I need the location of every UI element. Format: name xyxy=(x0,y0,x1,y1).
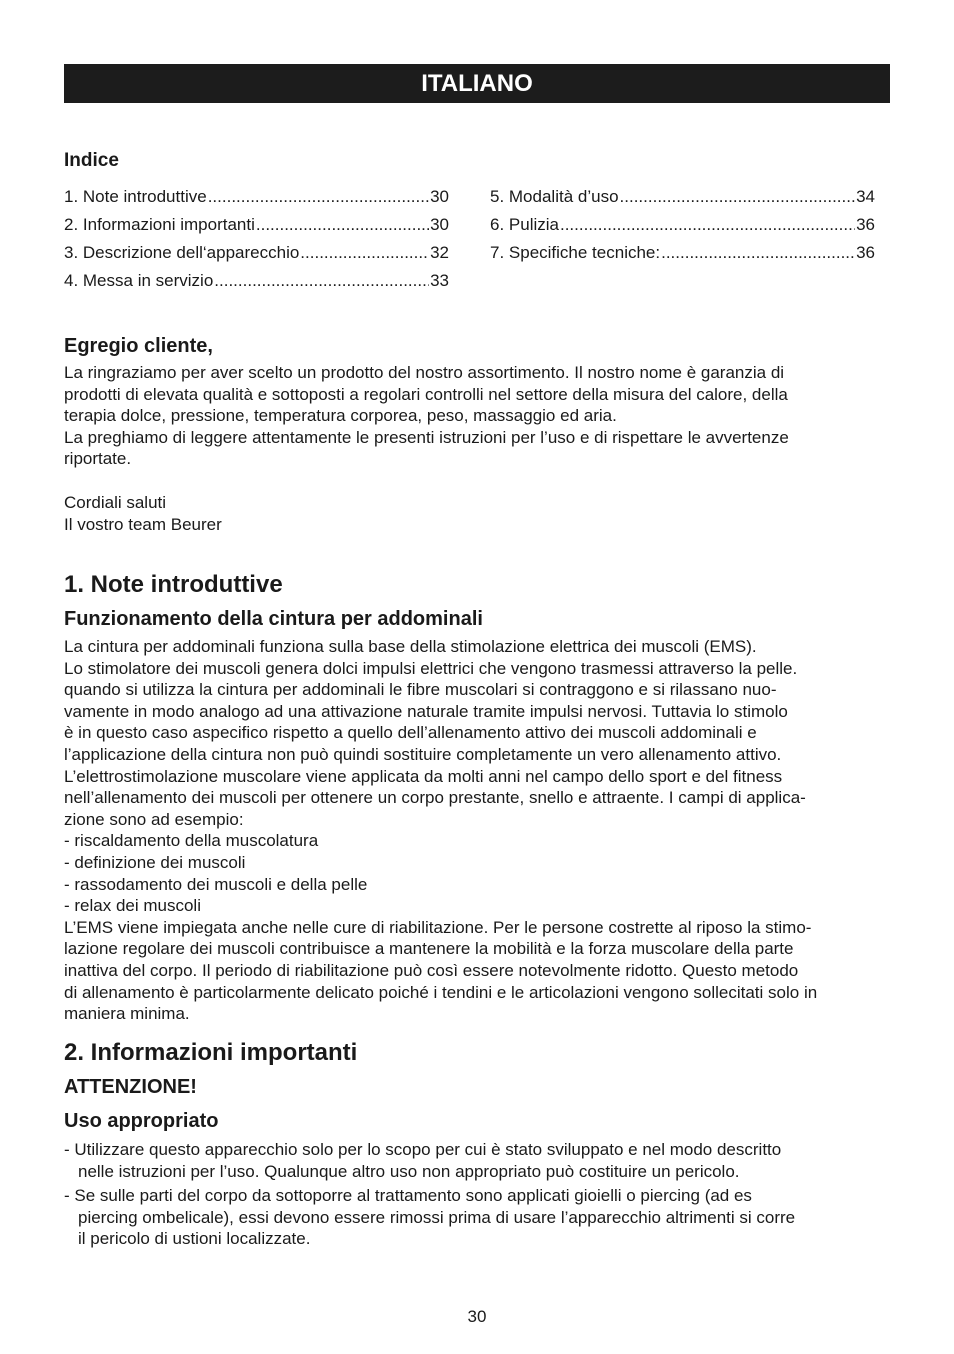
closing-signature: Il vostro team Beurer xyxy=(64,514,222,534)
toc-leader xyxy=(214,267,429,295)
list-item-line: piercing ombelicale), essi devono essere rimossi prima di usare l’apparecchio altrimenti si corre xyxy=(78,1207,796,1227)
toc-leader xyxy=(620,183,856,211)
section-1-line: inattiva del corpo. Il periodo di riabilitazione può così essere notevolmente ridotto. Questo metodo xyxy=(64,960,799,980)
section-1-line: maniera minima. xyxy=(64,1004,190,1024)
toc-leader xyxy=(661,239,855,267)
greeting-title: Egregio cliente, xyxy=(64,335,213,357)
toc-leader xyxy=(560,211,855,239)
list-item-line: - Se sulle parti del corpo da sottoporre al trattamento sono applicati gioielli o piercing (ad es xyxy=(64,1186,752,1206)
toc-entry-page: 30 xyxy=(430,215,449,234)
list-item-line: nelle istruzioni per l’uso. Qualunque altro uso non appropriato può costituire un pericolo. xyxy=(78,1161,740,1181)
toc-entry[interactable] xyxy=(64,239,449,267)
closing xyxy=(64,492,222,535)
toc-entry[interactable] xyxy=(490,183,875,211)
section-1-line: zione sono ad esempio: xyxy=(64,809,244,829)
toc-entry[interactable] xyxy=(64,211,449,239)
toc-entry-page: 36 xyxy=(856,243,875,262)
section-2-list xyxy=(64,1139,890,1250)
toc-entry-page: 34 xyxy=(856,187,875,206)
toc-leader xyxy=(208,183,429,211)
toc-entry-page: 36 xyxy=(856,215,875,234)
toc-entry[interactable] xyxy=(490,211,875,239)
toc-left-column xyxy=(64,183,449,295)
toc-entry-label: 7. Specifiche tecniche: xyxy=(490,243,661,262)
section-1-line: quando si utilizza la cintura per addominali le fibre muscolari si contraggono e si rilassano nuo- xyxy=(64,680,777,700)
greeting-text xyxy=(64,362,890,470)
section-1-line: di allenamento è particolarmente delicato poiché i tendini e le articolazioni vengono sollecitati solo in xyxy=(64,982,818,1002)
list-item xyxy=(64,1139,890,1182)
list-item: - rassodamento dei muscoli e della pelle xyxy=(64,874,368,894)
language-title: ITALIANO xyxy=(421,70,533,97)
greeting-line: La ringraziamo per aver scelto un prodotto del nostro assortimento. Il nostro nome è garanzia di xyxy=(64,363,785,382)
toc-entry-label: 2. Informazioni importanti xyxy=(64,215,255,234)
section-2-subtitle: Uso appropriato xyxy=(64,1110,219,1132)
greeting-line: riportate. xyxy=(64,449,132,469)
section-1-line: l’applicazione della cintura non può quindi sostituire completamente un vero allenamento attivo. xyxy=(64,744,782,764)
greeting-line: La preghiamo di leggere attentamente le presenti istruzioni per l’uso e di rispettare le avvertenze xyxy=(64,427,789,447)
list-item: - definizione dei muscoli xyxy=(64,852,246,872)
list-item-line: il pericolo di ustioni localizzate. xyxy=(78,1229,311,1249)
list-item-line: - Utilizzare questo apparecchio solo per lo scopo per cui è stato sviluppato e nel modo descritto xyxy=(64,1140,782,1159)
greeting-line: prodotti di elevata qualità e sottoposti a regolari controlli nel settore della misura del calore, della xyxy=(64,384,788,404)
section-1-subtitle: Funzionamento della cintura per addominali xyxy=(64,608,483,630)
warning-heading: ATTENZIONE! xyxy=(64,1076,197,1098)
toc-entry-label: 4. Messa in servizio xyxy=(64,271,214,290)
section-1-line: Lo stimolatore dei muscoli genera dolci impulsi elettrici che vengono trasmessi attraverso la pelle. xyxy=(64,658,798,678)
toc-leader xyxy=(300,239,429,267)
toc-entry-label: 6. Pulizia xyxy=(490,215,559,234)
list-item: - riscaldamento della muscolatura xyxy=(64,831,319,851)
closing-line: Cordiali saluti xyxy=(64,493,167,512)
toc-entry-label: 1. Note introduttive xyxy=(64,187,207,206)
section-1-line: vamente in modo analogo ad una attivazione naturale tramite impulsi nervosi. Tuttavia lo stimolo xyxy=(64,701,788,721)
section-1-line: nell’allenamento dei muscoli per ottenere un corpo prestante, snello e attraente. I campi di applica- xyxy=(64,788,806,808)
list-item xyxy=(64,1185,890,1250)
toc-entry-label: 5. Modalità d’uso xyxy=(490,187,619,206)
section-1-line: L’elettrostimolazione muscolare viene applicata da molti anni nel campo dello sport e del fitness xyxy=(64,766,783,786)
toc-entry[interactable] xyxy=(64,183,449,211)
section-1-title: 1. Note introduttive xyxy=(64,571,283,598)
list-item: - relax dei muscoli xyxy=(64,896,201,916)
language-header xyxy=(64,64,890,103)
page-number: 30 xyxy=(467,1307,487,1326)
section-1-line: L’EMS viene impiegata anche nelle cure di riabilitazione. Per le persone costrette al riposo la stimo- xyxy=(64,917,812,937)
section-1-text xyxy=(64,636,890,1025)
toc-right-column xyxy=(490,183,875,267)
toc-entry[interactable] xyxy=(490,239,875,267)
toc-entry-label: 3. Descrizione dell‘apparecchio xyxy=(64,243,300,262)
section-1-line: La cintura per addominali funziona sulla base della stimolazione elettrica dei muscoli (EMS). xyxy=(64,637,757,656)
section-1-line: lazione regolare dei muscoli contribuisce a mantenere la mobilità e la forza muscolare della parte xyxy=(64,939,794,959)
toc-entry-page: 33 xyxy=(430,271,449,290)
greeting-line: terapia dolce, pressione, temperatura corporea, peso, massaggio ed aria. xyxy=(64,406,617,426)
section-2-title: 2. Informazioni importanti xyxy=(64,1039,358,1066)
section-1-line: è in questo caso aspecifico rispetto a quello dell’allenamento attivo dei muscoli addominali e xyxy=(64,723,757,743)
toc-leader xyxy=(256,211,429,239)
toc-title: Indice xyxy=(64,150,119,171)
toc-entry-page: 32 xyxy=(430,243,449,262)
toc-entry[interactable] xyxy=(64,267,449,295)
toc-entry-page: 30 xyxy=(430,187,449,206)
